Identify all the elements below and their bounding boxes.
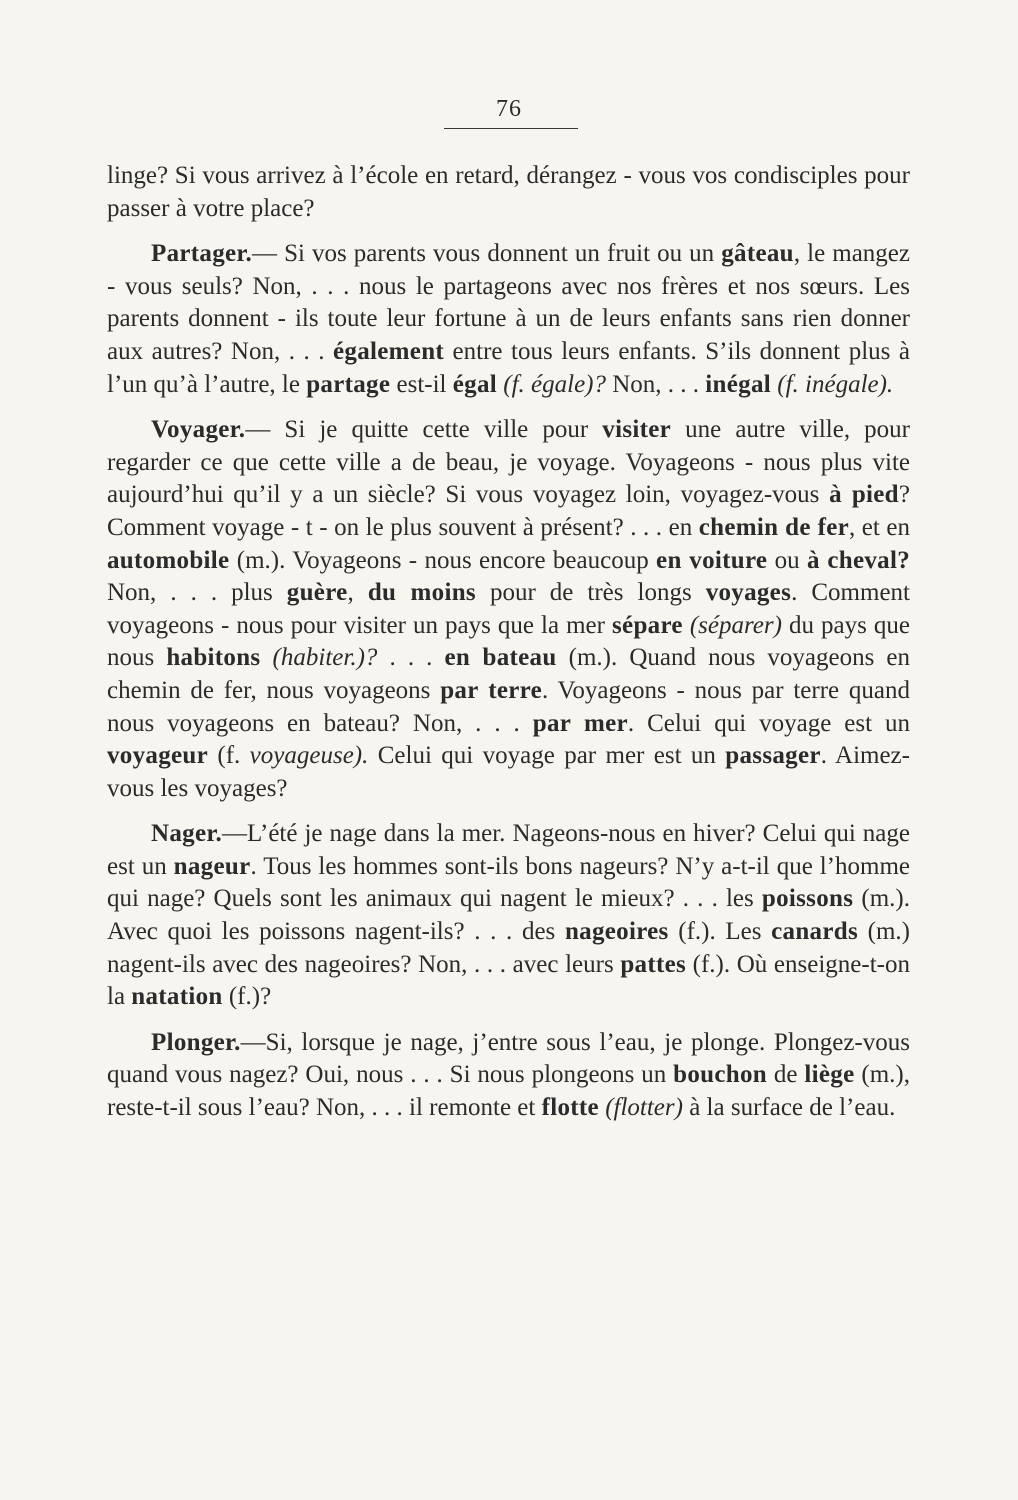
text-run: à la surface de l’eau. bbox=[682, 1094, 896, 1122]
text-run: . Voyageons - nous par terre quand nous voyageons en bateau? Non, . . . bbox=[107, 676, 910, 737]
bold-term: voyages bbox=[705, 579, 792, 607]
text-run: (m.). Quand nous voyageons en chemin de fer, nous voyageons bbox=[107, 644, 911, 704]
bold-term: sépare bbox=[612, 611, 683, 639]
bold-term: nageoires bbox=[564, 918, 669, 946]
text-run: , bbox=[347, 579, 368, 607]
text-run: . Aimez-vous les voyages? bbox=[107, 742, 910, 802]
bold-term: partage bbox=[306, 370, 391, 398]
body-text bbox=[107, 160, 910, 1125]
text-run: (f.). Les bbox=[668, 918, 772, 946]
bold-term: Voyager. bbox=[151, 416, 246, 444]
italic-note: voyageuse). bbox=[249, 742, 369, 770]
italic-note: (f. inégale). bbox=[777, 370, 894, 398]
bold-term: voyageur bbox=[107, 742, 208, 770]
paragraph bbox=[107, 414, 910, 805]
bold-term: en voiture bbox=[656, 546, 768, 574]
paragraph bbox=[107, 818, 910, 1014]
text-run: — Si je quitte cette ville pour bbox=[245, 416, 603, 444]
text-run: une autre ville, pour regarder ce que cette ville a de beau, je voyage. Voyageons - nous plus vite aujourd’hui qu’il y a un siècle? Si vous voyagez loin, voyagez-vous bbox=[107, 416, 910, 509]
bold-term: guère bbox=[286, 579, 348, 607]
paragraph bbox=[107, 1027, 910, 1125]
bold-term: pattes bbox=[620, 950, 687, 978]
text-run: linge? Si vous arrivez à l’école en retard, dérangez - vous vos condisciples pour passer à votre place? bbox=[107, 162, 910, 222]
text-run: (m.). Avec quoi les poissons nagent-ils? . . . des bbox=[107, 885, 910, 946]
bold-term: poissons bbox=[761, 885, 854, 913]
italic-note: (habiter.)? bbox=[272, 644, 378, 672]
bold-term: liège bbox=[804, 1061, 855, 1089]
text-run: . Tous les hommes sont-ils bons nageurs? N’y a-t-il que l’homme qui nage? Quels sont les animaux qui nagent le mieux? . . . les bbox=[107, 852, 910, 913]
text-run: . Comment voyageons - nous pour visiter un pays que la mer bbox=[107, 579, 910, 639]
text-run: . Celui qui voyage est un bbox=[627, 709, 910, 737]
bold-term: flotte bbox=[541, 1094, 599, 1122]
text-run: —Si, lorsque je nage, j’entre sous l’eau, je plonge. Plongez-vous quand vous nagez? Oui, nous . . . Si nous plongeons un bbox=[107, 1028, 910, 1089]
bold-term: égal bbox=[452, 370, 497, 398]
bold-term: natation bbox=[131, 983, 223, 1011]
text-run: de bbox=[766, 1061, 805, 1089]
italic-note: (f. égale)? bbox=[503, 370, 606, 398]
bold-term: visiter bbox=[602, 416, 672, 444]
page-number: 76 bbox=[496, 96, 522, 122]
text-run: . . . bbox=[377, 644, 445, 672]
italic-note: (séparer) bbox=[689, 611, 782, 639]
paragraph bbox=[107, 160, 910, 225]
text-run: Non, . . . bbox=[605, 370, 706, 398]
text-run bbox=[260, 644, 272, 671]
text-run: est-il bbox=[390, 370, 453, 398]
bold-term: Nager. bbox=[151, 820, 223, 848]
text-run: , le mangez - vous seuls? Non, . . . nous le partageons avec nos frères et nos sœurs. Les parents donnent - ils toute leur fortune à un de leurs enfants sans rien donner aux autres? Non, . . . bbox=[107, 240, 911, 365]
bold-term: Plonger. bbox=[151, 1028, 241, 1056]
bold-term: également bbox=[333, 337, 445, 365]
bold-term: bouchon bbox=[673, 1061, 767, 1089]
bold-term: Partager. bbox=[151, 240, 253, 268]
bold-term: à cheval? bbox=[806, 546, 910, 574]
text-run: (f.)? bbox=[222, 983, 272, 1011]
text-run: pour de très longs bbox=[475, 579, 706, 607]
text-run: — Si vos parents vous donnent un fruit ou un bbox=[252, 240, 722, 268]
text-run: (f.). Où enseigne-t-on la bbox=[107, 950, 910, 1011]
italic-note: (flotter) bbox=[605, 1094, 683, 1122]
bold-term: inégal bbox=[705, 370, 771, 398]
bold-term: par terre bbox=[440, 676, 542, 704]
text-run: (m.), reste-t-il sous l’eau? Non, . . . il remonte et bbox=[107, 1061, 910, 1122]
bold-term: automobile bbox=[107, 546, 230, 574]
text-run: entre tous leurs enfants. S’ils donnent plus à l’un qu’à l’autre, le bbox=[107, 337, 910, 398]
bold-term: en bateau bbox=[444, 644, 557, 672]
text-run: , et en bbox=[849, 513, 910, 541]
header-rule bbox=[444, 128, 578, 129]
bold-term: habitons bbox=[166, 644, 261, 672]
bold-term: canards bbox=[771, 918, 858, 946]
bold-term: gâteau bbox=[721, 240, 794, 268]
text-run: (m.) nagent-ils avec des nageoires? Non, . . . avec leurs bbox=[107, 918, 910, 978]
text-run: —L’été je nage dans la mer. Nageons-nous en hiver? Celui qui nage est un bbox=[107, 820, 910, 880]
text-run: (m.). Voyageons - nous encore beaucoup bbox=[229, 546, 657, 574]
text-run: ? Comment voyage - t - on le plus souvent à présent? . . . en bbox=[107, 481, 910, 541]
bold-term: chemin de fer bbox=[698, 513, 850, 541]
text-run: Non, . . . plus bbox=[107, 579, 287, 607]
text-run bbox=[683, 612, 690, 639]
paragraph bbox=[107, 238, 910, 401]
text-run: Celui qui voyage par mer est un bbox=[368, 742, 726, 770]
bold-term: nageur bbox=[173, 852, 251, 880]
bold-term: à pied bbox=[829, 481, 899, 509]
text-run: (f. bbox=[208, 742, 250, 770]
text-run: du pays que nous bbox=[107, 611, 911, 672]
bold-term: du moins bbox=[367, 579, 476, 607]
bold-term: passager bbox=[725, 742, 821, 770]
text-run: ou bbox=[767, 546, 807, 574]
bold-term: par mer bbox=[532, 709, 628, 737]
